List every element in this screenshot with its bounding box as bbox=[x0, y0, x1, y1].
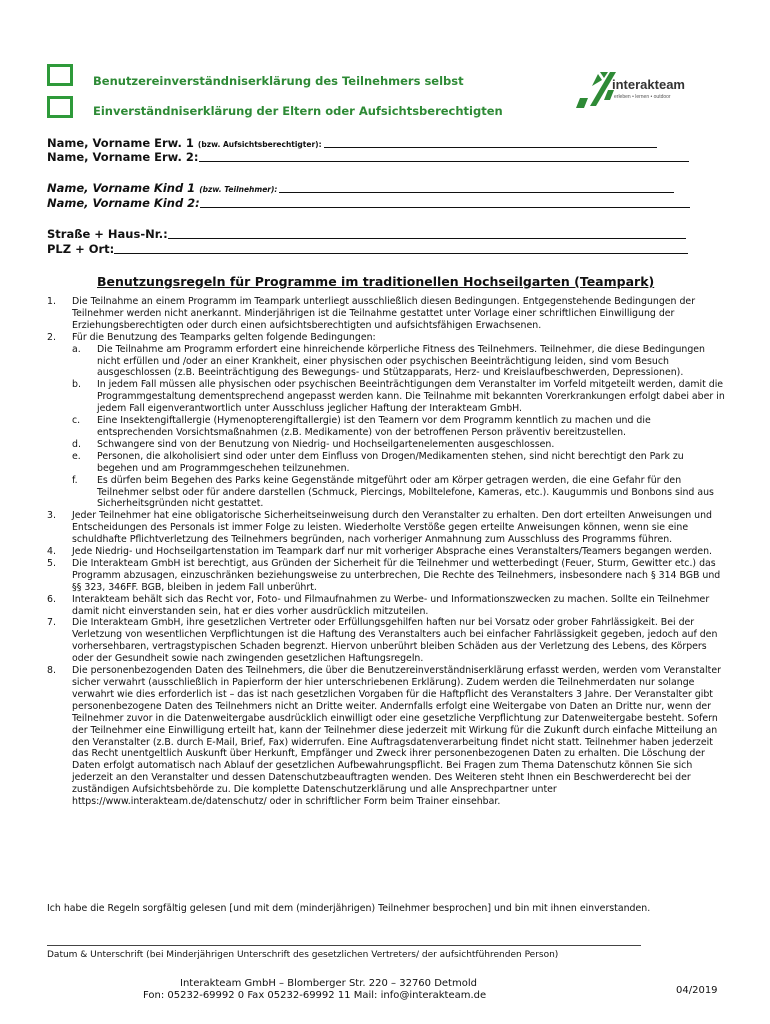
subrule-letter: e. bbox=[72, 450, 81, 462]
field-street-line[interactable] bbox=[168, 237, 686, 239]
field-adult-2-label: Name, Vorname Erw. 2: bbox=[47, 150, 199, 164]
rule-item bbox=[47, 665, 727, 808]
rule-item bbox=[47, 296, 727, 332]
subrule-text: Es dürfen beim Begehen des Parks keine Gegenstände mitgeführt oder am Körper getragen werden, die eine Gefahr für den Teilnehmer selbst oder für andere darstellen (Schmuck, Piercings, Mobiltelefone, Kameras, etc.). Kaugummis und Bonbons sind aus Sicherheitsgründen nicht gestattet. bbox=[97, 474, 714, 510]
footer-contact: Fon: 05232-69992 0 Fax 05232-69992 11 Mail: info@interakteam.de bbox=[143, 990, 487, 1001]
field-child-2-label: Name, Vorname Kind 2: bbox=[47, 196, 200, 210]
subrule-item bbox=[72, 475, 727, 511]
checkbox-parents[interactable] bbox=[47, 96, 73, 118]
field-city-line[interactable] bbox=[114, 252, 688, 254]
rule-text: Die Interakteam GmbH, ihre gesetzlichen Vertreter oder Erfüllungsgehilfen haften nur bei Vorsatz oder grober Fahrlässigkeit. Bei der Verletzung von wesentlichen Verpflichtungen ist die Haftung des Veranstalters auch bei einfacher Fahrlässigkeit gegeben, jedoch auf den vorhersehbaren, vertragstypischen Schaden begrenzt. Hiervon unberührt bleiben Schäden aus der Verletzung des Lebens, des Körpers oder der Gesundheit sowie nach zwingenden gesetzlichen Haftungsregeln. bbox=[72, 617, 718, 665]
rule-number: 6. bbox=[47, 593, 56, 605]
rules-title: Benutzungsregeln für Programme im traditionellen Hochseilgarten (Teampark) bbox=[97, 274, 655, 289]
field-adult-2-line[interactable] bbox=[199, 160, 689, 162]
logo-tagline: erleben • lernen • outdoor bbox=[614, 94, 671, 100]
subrule-item bbox=[72, 451, 727, 475]
subrule-letter: f. bbox=[72, 474, 78, 486]
agreement-statement: Ich habe die Regeln sorgfältig gelesen [und mit dem (minderjährigen) Teilnehmer besprochen] und bin mit ihnen einverstanden. bbox=[47, 903, 651, 914]
field-adult-1-line[interactable] bbox=[324, 146, 657, 148]
field-adult-2 bbox=[47, 150, 689, 164]
field-adult-1-hint: (bzw. Aufsichtsberechtigter): bbox=[197, 140, 322, 149]
subrule-text: In jedem Fall müssen alle physischen oder psychischen Beeinträchtigungen dem Veranstalter im Vorfeld mitgeteilt werden, damit die Programmgestaltung dementsprechend angepasst werden kann. Die Teilnahme mit bekannten Vorerkrankungen erfolgt dabei aber in jedem Fall eigenverantwortlich unter Ausschluss jeglicher Haftung der Interakteam GmbH. bbox=[97, 379, 725, 415]
rule-number: 2. bbox=[47, 331, 56, 343]
field-child-2 bbox=[47, 196, 690, 210]
subrule-text: Personen, die alkoholisiert sind oder unter dem Einfluss von Drogen/Medikamenten stehen, sind nicht berechtigt den Park zu begehen und am Programmgeschehen teilzunehmen. bbox=[97, 450, 684, 474]
rule-text: Jeder Teilnehmer hat eine obligatorische Sicherheitseinweisung durch den Veranstalter zu erhalten. Den dort erteilten Anweisungen und Entscheidungen des Personals ist immer Folge zu leisten. Wiederholte Verstöße gegen erteilte Anweisungen können, wenn sie eine schuldhafte Pflichtverletzung des Teilnehmers begründen, nach vorheriger Anmahnung zum Ausschluss des Programms führen. bbox=[72, 510, 712, 546]
rules-list bbox=[47, 296, 727, 808]
rule-item bbox=[47, 510, 727, 546]
rule-item bbox=[47, 546, 727, 558]
subrule-letter: a. bbox=[72, 343, 81, 355]
subrule-text: Schwangere sind von der Benutzung von Niedrig- und Hochseilgartenelementen ausgeschlossen. bbox=[97, 438, 555, 450]
logo-wordmark: interakteam bbox=[612, 77, 685, 92]
field-child-2-line[interactable] bbox=[200, 206, 690, 208]
checkbox-participant-label: Benutzereinverständniserklärung des Teilnehmers selbst bbox=[93, 74, 464, 88]
rule-number: 5. bbox=[47, 557, 56, 569]
subrule-item bbox=[72, 439, 727, 451]
checkbox-parents-label: Einverständniserklärung der Eltern oder Aufsichtsberechtigten bbox=[93, 104, 503, 118]
field-street bbox=[47, 227, 686, 241]
signature-line[interactable] bbox=[47, 945, 641, 946]
footer-date: 04/2019 bbox=[676, 985, 718, 996]
rule-text: Interakteam behält sich das Recht vor, Foto- und Filmaufnahmen zu Werbe- und Informationszwecken zu machen. Sollte ein Teilnehmer damit nicht einverstanden sein, hat er dies vorher ausdrücklich mitzuteilen. bbox=[72, 593, 710, 617]
rule-number: 4. bbox=[47, 546, 56, 558]
checkbox-participant[interactable] bbox=[47, 64, 73, 86]
rule-number: 3. bbox=[47, 510, 56, 522]
subrule-text: Die Teilnahme am Programm erfordert eine hinreichende körperliche Fitness des Teilnehmers. Teilnehmer, die diese Bedingungen nicht erfüllen und /oder an einer Krankheit, einer physischen oder psychischen Beeinträchtigung leiden, sind vom Besuch ausgeschlossen (z.B. Beeinträchtigung des Bewegungs- und Stützapparats, Herz- und Kreislaufbeschwerden, Depressionen). bbox=[97, 343, 705, 379]
field-adult-1-label: Name, Vorname Erw. 1 bbox=[47, 136, 194, 150]
subrule-item bbox=[72, 344, 727, 380]
rule-item bbox=[47, 558, 727, 594]
rule-text: Die Interakteam GmbH ist berechtigt, aus Gründen der Sicherheit für die Teilnehmer und wetterbedingt (Feuer, Sturm, Gewitter etc.) das Programm abzusagen, einzuschränken beziehungsweise zu unterbrechen, Die Rechte des Teilnehmers, insbesondere nach § 314 BGB und §§ 323, 346FF. BGB, bleiben in jedem Fall unberührt. bbox=[72, 557, 721, 593]
field-street-label: Straße + Haus-Nr.: bbox=[47, 227, 168, 241]
field-child-1-label: Name, Vorname Kind 1 bbox=[47, 181, 196, 195]
rule-number: 7. bbox=[47, 617, 56, 629]
rule-text: Die Teilnahme an einem Programm im Teampark unterliegt ausschließlich diesen Bedingungen. Entgegenstehende Bedingungen der Teilnehmer werden nicht anerkannt. Minderjährigen ist die Teilnahme gestattet unter Vorlage einer schriftlichen Einwilligung der Erziehungsberechtigten oder durch einen aufsichtsberechtigten und aufsichtsfähigen Erwachsenen. bbox=[72, 296, 696, 331]
footer-address: Interakteam GmbH – Blomberger Str. 220 – 32760 Detmold bbox=[180, 978, 477, 989]
rule-text: Für die Benutzung des Teamparks gelten folgende Bedingungen: bbox=[72, 331, 376, 343]
subrule-letter: c. bbox=[72, 415, 81, 427]
field-adult-1 bbox=[47, 136, 657, 150]
subrule-text: Eine Insektengiftallergie (Hymenopterengiftallergie) ist den Teamern vor dem Programm kenntlich zu machen und die entsprechenden Vorsichtsmaßnahmen (z.B. Medikamente) von der betroffenen Person präventiv bereitzustellen. bbox=[97, 415, 651, 438]
subrule-letter: d. bbox=[72, 438, 81, 450]
subrule-item bbox=[72, 379, 727, 415]
field-child-1-line[interactable] bbox=[279, 191, 674, 193]
subrule-letter: b. bbox=[72, 379, 81, 391]
field-city-label: PLZ + Ort: bbox=[47, 242, 115, 256]
rule-number: 8. bbox=[47, 665, 56, 677]
rule-text: Jede Niedrig- und Hochseilgartenstation im Teampark darf nur mit vorheriger Absprache eines Veranstalters/Teamers begangen werden. bbox=[72, 546, 713, 558]
rule-number: 1. bbox=[47, 296, 56, 307]
field-city bbox=[47, 242, 688, 256]
rule-text: Die personenbezogenden Daten des Teilnehmers, die über die Benutzereinverständniserklärung erfasst werden, werden vom Veranstalter sicher verwahrt (ausschließlich in Papierform der hier unterschriebenen Erklärung). Zudem werden die Teilnehmerdaten nur solange verwahrt wie dies erforderlich ist – das ist nach gesetzlichen Vorgaben für die Haftpflicht des Veranstalters 3 Jahre. Der Veranstalter gibt personenbezogene Daten des Teilnehmers nicht an Dritte weiter. Andernfalls erfolgt eine Weitergabe von Daten an Dritte nur, wenn der Teilnehmer zuvor in die Datenweitergabe ausdrücklich einwilligt oder eine gesetzliche Verpflichtung zur Datenweitergabe besteht. Sofern der Teilnehmer eine Einwilligung erteilt hat, kann der Teilnehmer diese jederzeit mit Wirkung für die Zukunft durch einfache Mitteilung an den Veranstalter (z.B. durch E-Mail, Brief, Fax) widerrufen. Eine Auftragsdatenverarbeitung findet nicht statt. Teilnehmer haben jederzeit das Recht unentgeltlich Auskunft über Herkunft, Empfänger und Zweck ihrer personenbezogenen Daten zu erhalten. Die Löschung der Daten erfolgt automatisch nach Ablauf der gesetzlichen Aufbewahrungspflicht. Bei Fragen zum Thema Datenschutz können Sie sich jederzeit an den Veranstalter und dessen Datenschutzbeauftragten wenden. Des Weiteren steht Ihnen ein Beschwerderecht bei der zuständigen Aufsichtsbehörde zu. Die komplette Datenschutzerklärung und alle Ansprechpartner unter https://www.interakteam.de/datenschutz/ oder in schriftlicher Form beim Trainer einsehbar. bbox=[72, 665, 721, 808]
rule-item bbox=[47, 594, 727, 618]
signature-label: Datum & Unterschrift (bei Minderjährigen Unterschrift des gesetzlichen Vertreters/ der aufsichtführenden Person) bbox=[47, 950, 559, 960]
field-child-1-hint: (bzw. Teilnehmer): bbox=[199, 185, 278, 194]
subrule-item bbox=[72, 415, 727, 439]
field-child-1 bbox=[47, 181, 674, 195]
rule-item bbox=[47, 332, 727, 344]
rule-item bbox=[47, 617, 727, 665]
